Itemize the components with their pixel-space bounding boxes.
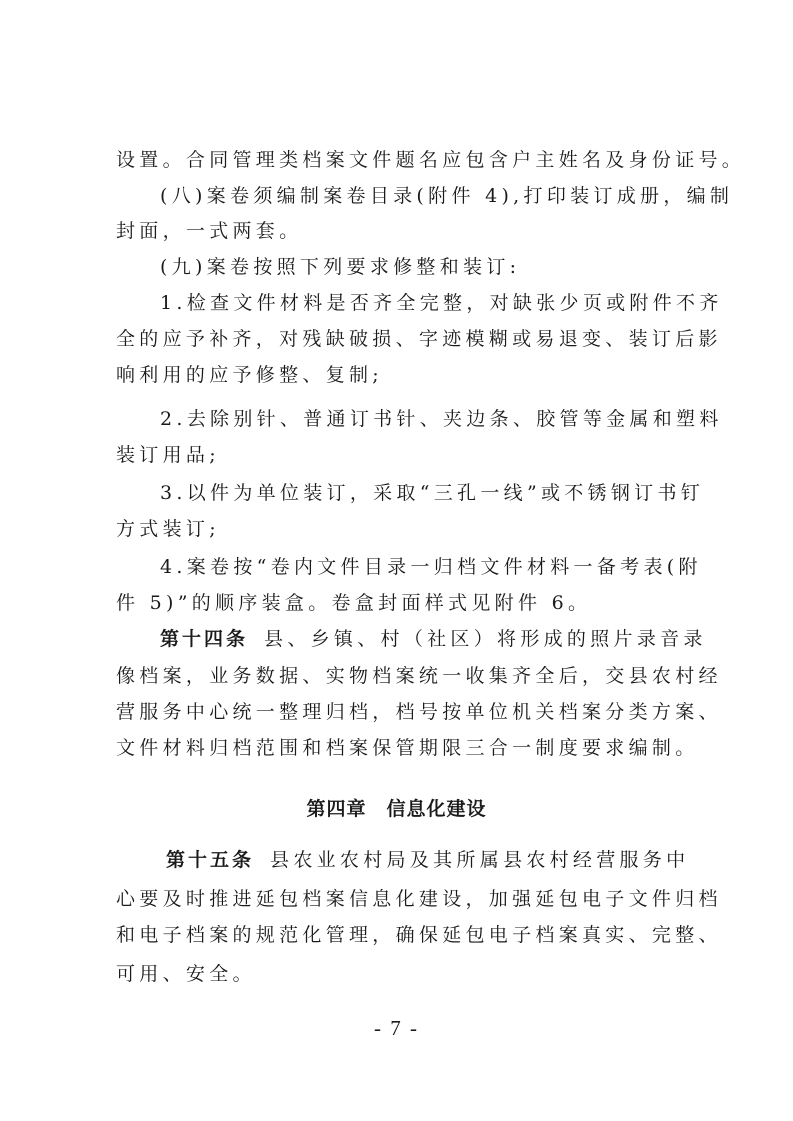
text-line: 和电子档案的规范化管理，确保延包电子档案真实、完整、 [116, 924, 722, 946]
text-line: 心要及时推进延包档案信息化建设，加强延包电子文件归档 [116, 888, 722, 910]
article-14-text: 县、乡镇、村（社区）将形成的照片录音录 [264, 628, 707, 650]
page-number: - 7 - [374, 1016, 419, 1040]
text-line: 响利用的应予修整、复制; [116, 364, 384, 386]
text-line: 封面，一式两套。 [116, 220, 303, 242]
text-line: 像档案，业务数据、实物档案统一收集齐全后，交县农村经 [116, 665, 722, 687]
chapter-number: 第四章 [306, 798, 367, 820]
chapter-title: 信息化建设 [386, 798, 487, 820]
text-line: 可用、安全。 [116, 963, 256, 985]
article-15-first-line [166, 848, 689, 872]
text-line: 1.检查文件材料是否齐全完整，对缺张少页或附件不齐 [160, 292, 723, 314]
text-line: 件 5)”的顺序装盒。卷盒封面样式见附件 6。 [116, 592, 592, 614]
article-14-label: 第十四条 [160, 628, 249, 650]
article-15-text: 县农业农村局及其所属县农村经营服务中 [270, 849, 690, 871]
text-line: 4.案卷按“卷内文件目录一归档文件材料一备考表(附 [160, 556, 702, 578]
text-line: (九)案卷按照下列要求修整和装订: [160, 256, 521, 278]
text-line: 2.去除别针、普通订书针、夹边条、胶管等金属和塑料 [160, 408, 723, 430]
article-15-label: 第十五条 [166, 849, 255, 871]
text-line: 全的应予补齐，对残缺破损、字迹模糊或易退变、装订后影 [116, 328, 722, 350]
text-line: 方式装订; [116, 518, 220, 540]
text-line: 设置。合同管理类档案文件题名应包含户主姓名及身份证号。 [116, 149, 746, 171]
text-line: (八)案卷须编制案卷目录(附件 4),打印装订成册，编制 [160, 185, 734, 207]
text-line: 营服务中心统一整理归档，档号按单位机关档案分类方案、 [116, 701, 722, 723]
chapter-heading [0, 797, 793, 821]
text-line: 文件材料归档范围和档案保管期限三合一制度要求编制。 [116, 737, 699, 759]
text-line: 3.以件为单位装订，采取“三孔一线”或不锈钢订书钉 [160, 482, 705, 504]
text-line: 装订用品; [116, 444, 220, 466]
article-14-first-line [160, 627, 707, 651]
